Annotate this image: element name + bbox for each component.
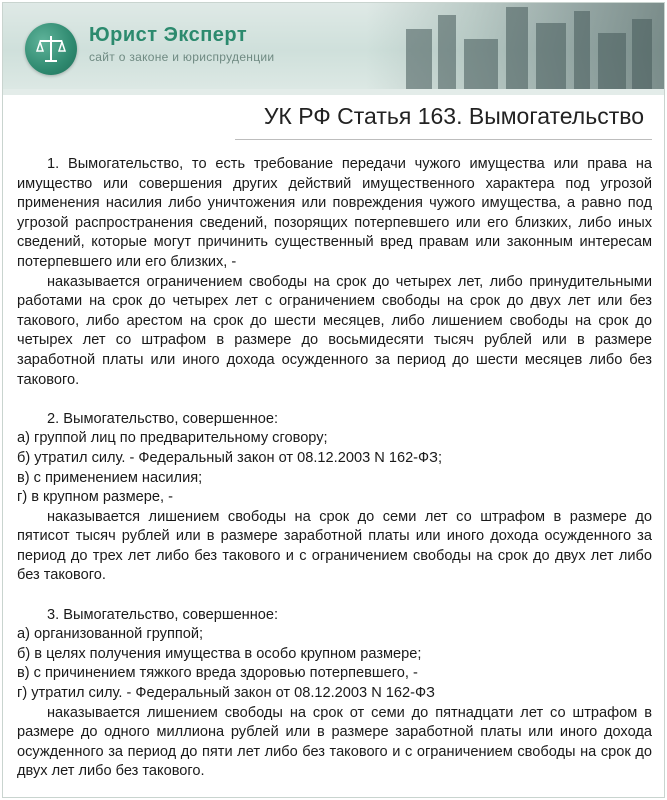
article-clause: б) в целях получения имущества в особо крупном размере; [17,645,422,662]
article-clause: а) организованной группой; [17,626,204,643]
header-cityscape [366,3,665,89]
article-clause: в) с применением насилия; [17,469,203,486]
article-paragraph: наказывается лишением свободы на срок до семи лет со штрафом в размере до пятисот тысяч рублей или в размере заработной платы или иного дохода осужденного за период до трех лет либо без такового и с ограничением свободы на срок до двух лет либо без такового. [17,508,652,584]
site-header [3,3,665,89]
article-clause: в) с причинением тяжкого вреда здоровью потерпевшего, - [17,665,418,682]
title-divider [235,139,652,140]
article-clause: г) утратил силу. - Федеральный закон от 08.12.2003 N 162-ФЗ [17,685,435,702]
scales-icon [33,31,69,67]
article-paragraph: 1. Вымогательство, то есть требование передачи чужого имущества или права на имущество или совершения других действий имущественного характера под угрозой применения насилия либо уничтожения или повреждения чужого имущества, а равно под угрозой распространения сведений, позорящих потерпевшего или его близких, либо иных сведений, которые могут причинить существенный вред правам или законным интересам потерпевшего или его близких, - [17,156,652,270]
article-clause: б) утратил силу. - Федеральный закон от 08.12.2003 N 162-ФЗ; [17,449,443,466]
site-subtitle: сайт о законе и юриспруденции [89,50,275,64]
paragraph-gap [17,390,652,410]
site-logo[interactable] [25,23,77,75]
article-paragraph: наказывается ограничением свободы на срок до четырех лет, либо принудительными работами на срок до четырех лет с ограничением свободы на срок до двух лет или без такового, либо арестом на срок до шести месяцев, либо лишением свободы на срок до четырех лет со штрафом в размере до восьмидесяти тысяч рублей или в размере заработной платы или иного дохода осужденного за период до шести месяцев либо без такового. [17,273,652,388]
paragraph-gap [17,586,652,606]
article-title: УК РФ Статья 163. Вымогательство [263,103,644,129]
article-content [3,89,665,798]
article-clause: а) группой лиц по предварительному сговору; [17,430,328,447]
site-title[interactable]: Юрист Эксперт [89,24,248,46]
page-frame [2,2,665,798]
article-paragraph: 2. Вымогательство, совершенное: [47,410,279,427]
article-body [17,155,652,782]
article-paragraph: 3. Вымогательство, совершенное: [47,606,279,623]
article-paragraph: наказывается лишением свободы на срок от семи до пятнадцати лет со штрафом в размере до одного миллиона рублей или в размере заработной платы или иного дохода осужденного за период до пяти лет либо без такового и с ограничением свободы на срок до двух лет либо без такового. [17,704,652,780]
article-clause: г) в крупном размере, - [17,489,173,506]
